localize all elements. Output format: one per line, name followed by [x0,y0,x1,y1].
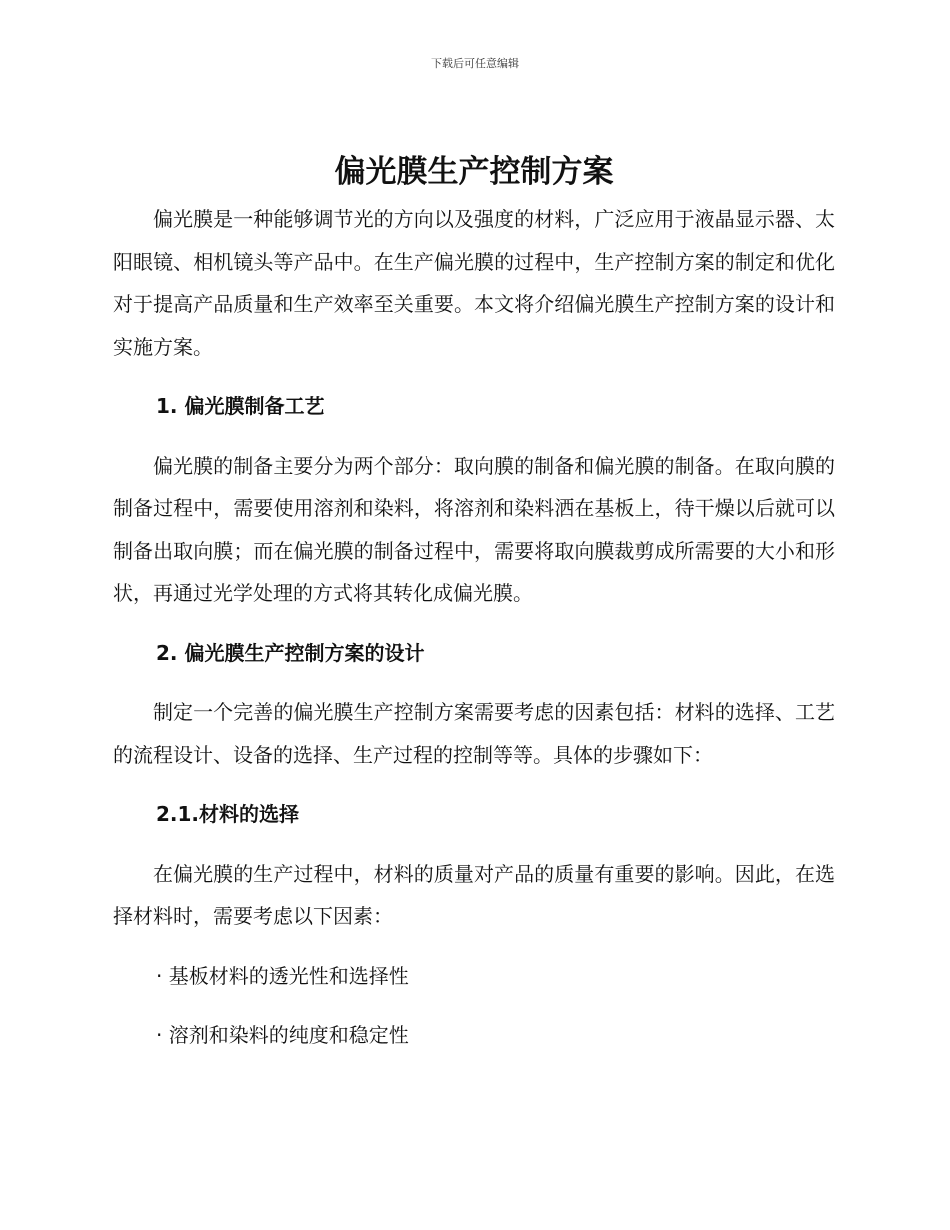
document-title: 偏光膜生产控制方案 [334,154,614,190]
spacer [113,776,835,793]
section-2-1-paragraph: 在偏光膜的生产过程中，材料的质量对产品的质量有重要的影响。因此，在选择材料时，需要考虑以下因素： [113,861,835,928]
spacer [113,615,835,632]
bullet-item: · 溶剂和染料的纯度和稳定性 [156,1023,409,1047]
section-2-heading: 2. 偏光膜生产控制方案的设计 [156,640,425,665]
spacer [113,674,835,691]
spacer [113,368,835,385]
spacer [113,938,835,955]
spacer [113,997,835,1014]
section-2-1-heading: 2.1.材料的选择 [156,802,300,826]
header-note: 下载后可任意编辑 [431,57,519,70]
spacer [113,428,835,445]
spacer [113,836,835,853]
document-body [113,150,835,1057]
section-2-paragraph: 制定一个完善的偏光膜生产控制方案需要考虑的因素包括：材料的选择、工艺的流程设计、设备的选择、生产过程的控制等等。具体的步骤如下： [113,700,835,767]
bullet-item: · 基板材料的透光性和选择性 [156,963,409,988]
intro-paragraph: 偏光膜是一种能够调节光的方向以及强度的材料，广泛应用于液晶显示器、太阳眼镜、相机镜头等产品中。在生产偏光膜的过程中，生产控制方案的制定和优化对于提高产品质量和生产效率至关重要。本文将介绍偏光膜生产控制方案的设计和实施方案。 [113,207,835,359]
section-1-paragraph: 偏光膜的制备主要分为两个部分：取向膜的制备和偏光膜的制备。在取向膜的制备过程中，需要使用溶剂和染料，将溶剂和染料洒在基板上，待干燥以后就可以制备出取向膜；而在偏光膜的制备过程中，需要将取向膜裁剪成所需要的大小和形状，再通过光学处理的方式将其转化成偏光膜。 [113,453,835,605]
section-1-heading: 1. 偏光膜制备工艺 [156,394,325,418]
